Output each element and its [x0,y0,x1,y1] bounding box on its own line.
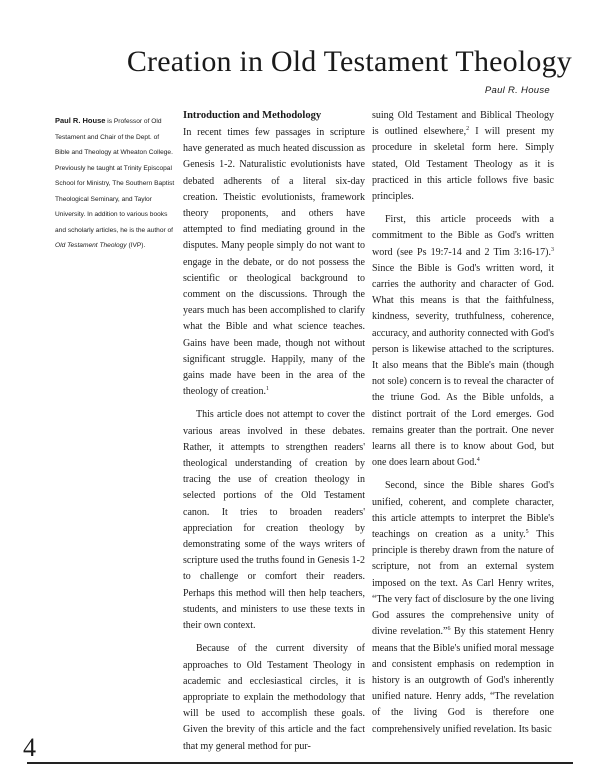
footnote-ref: 5 [525,529,529,536]
paragraph-text: First, this article proceeds with a commitment to the Bible as God's written word (see Ps 19:7-14 and 2 Tim 3:16-17). [372,214,554,258]
text-column-left [183,108,365,762]
footnote-ref: 2 [466,126,470,133]
paragraph [372,212,554,471]
bio-book-title: Old Testament Theology [55,242,127,249]
bio-publisher: (IVP). [128,242,146,249]
paragraph: Because of the current diversity of approaches to Old Testament Theology in academic and ecclesiastical circles, it is appropriate to explain the methodology that will be used to accomplish these goals. Given the brevity of this article and the fact that my general method for pur- [183,643,365,752]
paragraph-text: By this statement Henry means that the Bible's unified moral message and consistent emphasis on redemption in history is an outgrowth of God's inherently unified nature. Henry adds, “The revelation of the living God is therefore one comprehensively unified revelation. Its basic [372,626,554,735]
page-number: 4 [23,733,36,762]
paragraph [372,478,554,737]
paragraph-text: Since the Bible is God's written word, it carries the authority and character of God. What this means is that the faithfulness, kindness, severity, truthfulness, coherence, accuracy, and authority connected with God's person is likewise attached to the scriptures. It also means that the Bible's main (though not sole) concern is to reveal the character of the triune God. As the Bible unfolds, a distinct portrait of the Lord emerges. God remains greater than the portrait. One never learns all there is to know about God, but one does learn about God. [372,262,554,469]
bio-author-name: Paul R. House [55,116,106,125]
footnote-ref: 3 [551,246,554,253]
paragraph: This article does not attempt to cover the various areas involved in these debates. Rather, it attempts to strengthen readers' theological understanding of creation by tracing the use of creation theology in selected portions of the Old Testament canon. It tries to broaden readers' appreciation for creation theology by demonstrating some of the ways writers of scripture used the truths found in Genesis 1-2 to challenge or comfort their readers. Perhaps this method will then help teachers, students, and ministers to use these texts in their own context. [183,409,365,632]
paragraph-text: suing Old Testament and Biblical Theology is outlined elsewhere, [372,110,554,138]
paragraph-text: This principle is thereby drawn from the nature of scripture, not from an external system imposed on the text. As Carl Henry writes, “The very fact of disclosure by the one living God assures the comprehensive unity of divine revelation.” [372,529,554,638]
author-byline: Paul R. House [484,85,550,96]
section-heading: Introduction and Methodology [183,110,322,121]
footer-rule [27,762,573,764]
footnote-ref: 4 [476,457,480,464]
paragraph-text: Second, since the Bible shares God's unified, coherent, and complete character, this article attempts to interpret the Bible's teachings on creation as a unity. [372,480,554,541]
author-bio [55,113,175,254]
paragraph [183,125,365,400]
bio-text: is Professor of Old Testament and Chair of the Dept. of Bible and Theology at Wheaton College. Previously he taught at Trinity Episcopal School for Ministry, The Southern Baptist Theological Seminary, and Taylor University. In addition to various books and scholarly articles, he is the author of [55,118,175,234]
footnote-ref: 6 [447,626,451,633]
footnote-ref: 1 [266,386,270,393]
paragraph-text: I will present my procedure in skeletal form here. Simply stated, Old Testament Theology as it is practiced in this article follows five basic principles. [372,126,555,203]
article-title: Creation in Old Testament Theology [126,45,572,78]
paragraph [372,108,554,205]
text-column-right [372,108,554,745]
paragraph-text: In recent times few passages in scripture have generated as much heated discussion as Genesis 1-2. Naturalistic evolutionists have debated adherents of a literal six-day creation. Theistic evolutionists, framework theory proponents, and others have attempted to find mediating ground in the disputes. Many people simply do not want to engage in the debate, or do not possess the scientific or theological background to comment on the discussions. Through the years much has been accomplished to clarify what the Bible and what science teaches. Gains have been made, though not without significant struggle. Happily, many of the gains made have been in the area of the theology of creation. [183,127,365,398]
